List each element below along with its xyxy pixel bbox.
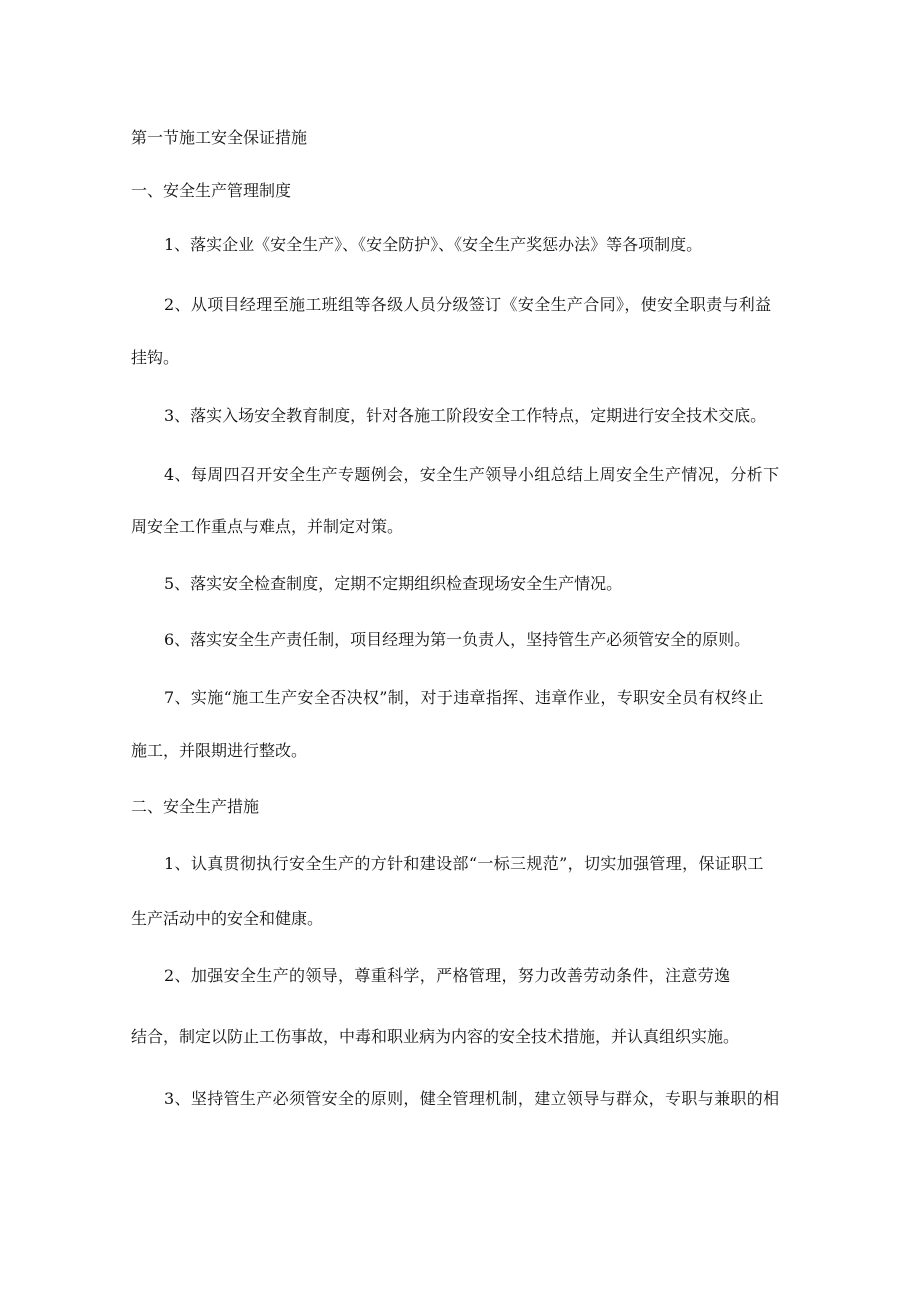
paragraph-line: 3、坚持管生产必须管安全的原则，健全管理机制，建立领导与群众，专职与兼职的相 xyxy=(164,1089,780,1108)
paragraph-line: 结合，制定以防止工伤事故，中毒和职业病为内容的安全技术措施，并认真组织实施。 xyxy=(131,1027,740,1046)
paragraph-line: 施工，并限期进行整改。 xyxy=(131,741,308,760)
paragraph-line: 3、落实入场安全教育制度，针对各施工阶段安全工作特点，定期进行安全技术交底。 xyxy=(164,406,767,425)
section-title: 第一节施工安全保证措施 xyxy=(131,128,308,147)
paragraph-line: 6、落实安全生产责任制，项目经理为第一负责人，坚持管生产必须管安全的原则。 xyxy=(164,630,751,649)
paragraph-line: 5、落实安全检查制度，定期不定期组织检查现场安全生产情况。 xyxy=(164,574,623,593)
heading-safety-management-system: 一、安全生产管理制度 xyxy=(131,181,292,200)
paragraph-line: 4、每周四召开安全生产专题例会，安全生产领导小组总结上周安全生产情况，分析下 xyxy=(164,465,780,484)
paragraph-line: 周安全工作重点与难点，并制定对策。 xyxy=(131,517,404,536)
heading-safety-measures: 二、安全生产措施 xyxy=(131,797,260,816)
paragraph-line: 2、从项目经理至施工班组等各级人员分级签订《安全生产合同》，使安全职责与利益 xyxy=(164,295,772,314)
paragraph-line: 2、加强安全生产的领导，尊重科学，严格管理，努力改善劳动条件，注意劳逸 xyxy=(164,966,731,985)
paragraph-line: 生产活动中的安全和健康。 xyxy=(131,909,324,928)
paragraph-line: 挂钩。 xyxy=(131,348,180,367)
paragraph-line: 1、认真贯彻执行安全生产的方针和建设部“一标三规范”，切实加强管理，保证职工 xyxy=(164,854,764,873)
paragraph-line: 1、落实企业《安全生产》、《安全防护》、《安全生产奖惩办法》等各项制度。 xyxy=(164,235,703,254)
paragraph-line: 7、实施“施工生产安全否决权”制，对于违章指挥、违章作业，专职安全员有权终止 xyxy=(164,688,764,707)
